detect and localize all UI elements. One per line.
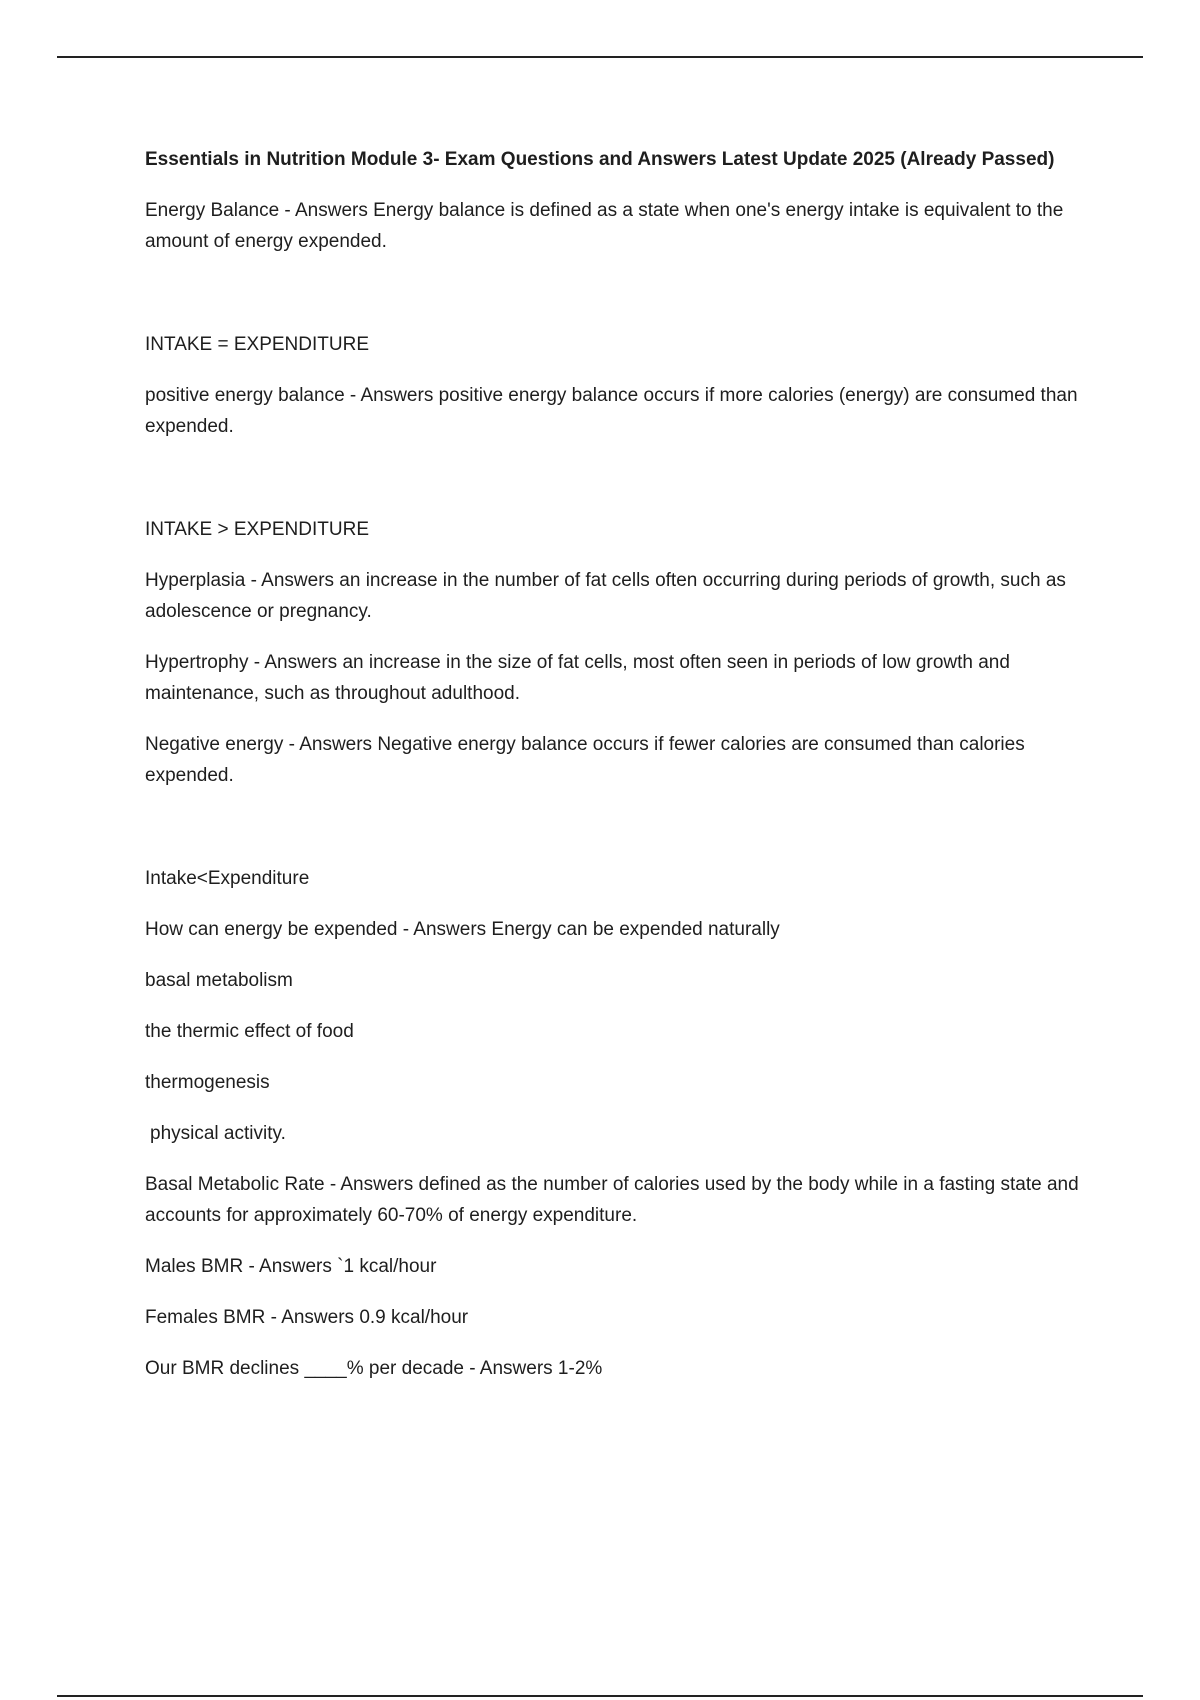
paragraph-females-bmr: Females BMR - Answers 0.9 kcal/hour	[145, 1307, 469, 1328]
paragraph-basal-metabolic-rate: Basal Metabolic Rate - Answers defined as the number of calories used by the body while in a fasting state and accounts for approximately 60-70% of energy expenditure.	[145, 1174, 1079, 1226]
paragraph-bmr-declines: Our BMR declines ____% per decade - Answers 1-2%	[145, 1358, 603, 1379]
paragraph-intake-less: Intake<Expenditure	[145, 868, 310, 889]
paragraph-intake-equals: INTAKE = EXPENDITURE	[145, 334, 370, 355]
paragraph-males-bmr: Males BMR - Answers `1 kcal/hour	[145, 1256, 437, 1277]
paragraph-hypertrophy: Hypertrophy - Answers an increase in the size of fat cells, most often seen in periods of low growth and maintenance, such as throughout adulthood.	[145, 652, 1010, 704]
paragraph-energy-balance: Energy Balance - Answers Energy balance is defined as a state when one's energy intake is equivalent to the amount of energy expended.	[145, 200, 1064, 252]
list-item-basal-metabolism: basal metabolism	[145, 970, 293, 991]
paragraph-hyperplasia: Hyperplasia - Answers an increase in the number of fat cells often occurring during periods of growth, such as adolescence or pregnancy.	[145, 570, 1066, 622]
paragraph-positive-energy-balance: positive energy balance - Answers positive energy balance occurs if more calories (energy) are consumed than expended.	[145, 385, 1078, 437]
paragraph-energy-expended: How can energy be expended - Answers Energy can be expended naturally	[145, 919, 780, 940]
document-body	[145, 144, 1085, 1404]
bottom-divider	[57, 1695, 1143, 1697]
list-item-thermic-effect: the thermic effect of food	[145, 1021, 354, 1042]
paragraph-intake-greater: INTAKE > EXPENDITURE	[145, 519, 370, 540]
top-divider	[57, 56, 1143, 58]
list-item-physical-activity: physical activity.	[150, 1123, 286, 1144]
document-title: Essentials in Nutrition Module 3- Exam Questions and Answers Latest Update 2025 (Already Passed)	[145, 149, 1055, 170]
list-item-thermogenesis: thermogenesis	[145, 1072, 270, 1093]
paragraph-negative-energy: Negative energy - Answers Negative energy balance occurs if fewer calories are consumed than calories expended.	[145, 734, 1025, 786]
